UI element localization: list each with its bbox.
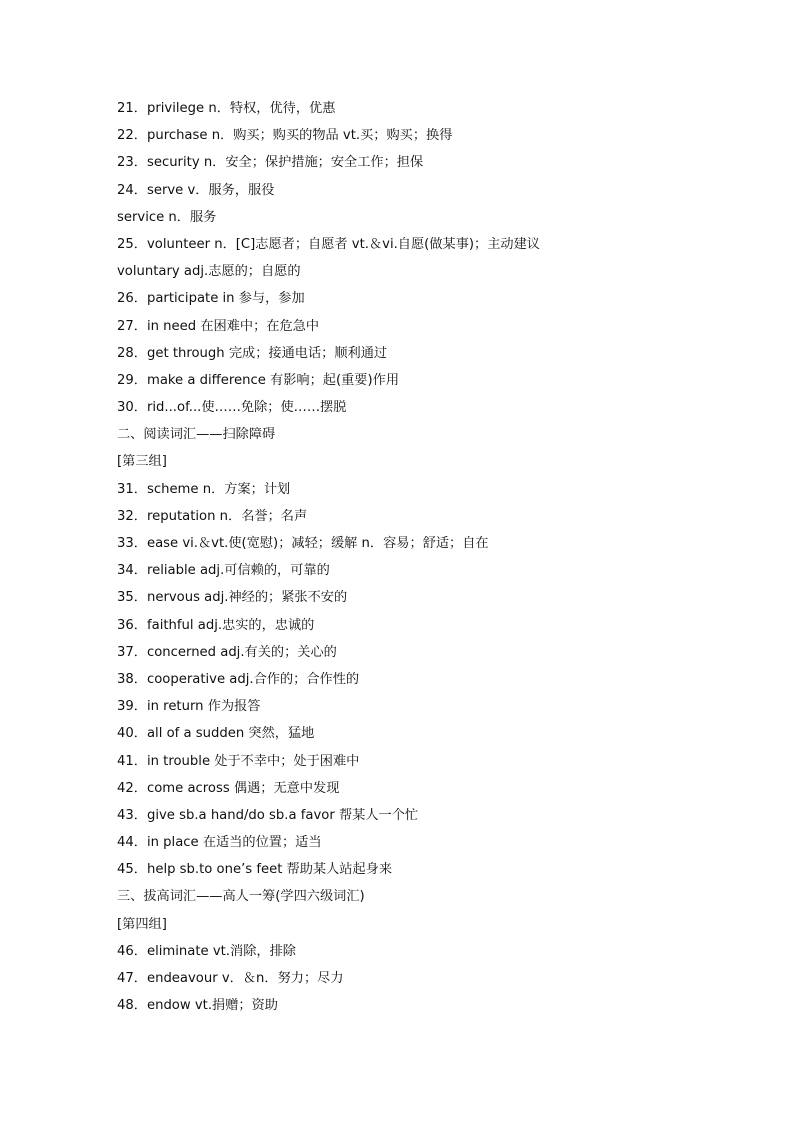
line-text: 21．privilege n．特权，优待，优惠 (117, 101, 336, 116)
line-text: 29．make a difference 有影响；起(重要)作用 (117, 372, 400, 388)
line-text: 22．purchase n．购买；购买的物品 vt.买；购买；换得 (117, 128, 453, 144)
line-text: 46．eliminate vt.消除，排除 (117, 943, 296, 959)
line-text: 35．nervous adj.神经的；紧张不安的 (117, 590, 348, 606)
line-text: 二、阅读词汇——扫除障碍 (117, 427, 276, 443)
list-item (117, 748, 737, 775)
list-item (117, 612, 737, 639)
line-text: 25．volunteer n．[C]志愿者；自愿者 vt.＆vi.自愿(做某事)；主动建议 (117, 236, 540, 252)
list-item (117, 775, 737, 802)
line-text: 24．serve v．服务，服役 (117, 182, 275, 198)
line-text: 27．in need 在困难中；在危急中 (117, 318, 320, 334)
list-item (117, 204, 737, 231)
list-item (117, 802, 737, 829)
section-heading (117, 421, 737, 448)
line-text: 三、拔高词汇——高人一筹(学四六级词汇) (117, 889, 365, 905)
list-item (117, 394, 737, 421)
list-item (117, 557, 737, 584)
list-item (117, 476, 737, 503)
line-text: service n．服务 (117, 209, 217, 225)
list-item (117, 231, 737, 258)
list-item (117, 258, 737, 285)
list-item (117, 856, 737, 883)
line-text: 44．in place 在适当的位置；适当 (117, 835, 322, 851)
line-text: 28．get through 完成；接通电话；顺利通过 (117, 345, 388, 361)
line-text: 31．scheme n．方案；计划 (117, 481, 291, 497)
list-item (117, 367, 737, 394)
line-text: 42．come across 偶遇；无意中发现 (117, 780, 340, 796)
line-text: 40．all of a sudden 突然，猛地 (117, 726, 315, 742)
list-item (117, 666, 737, 693)
list-item (117, 720, 737, 747)
line-text: 43．give sb.a hand/do sb.a favor 帮某人一个忙 (117, 807, 419, 823)
vocabulary-list (117, 95, 737, 1019)
group-label (117, 448, 737, 475)
line-text: 34．reliable adj.可信赖的，可靠的 (117, 563, 330, 579)
line-text: 38．cooperative adj.合作的；合作性的 (117, 671, 360, 687)
line-text: 23．security n．安全；保护措施；安全工作；担保 (117, 155, 424, 171)
line-text: 47．endeavour v．＆n．努力；尽力 (117, 971, 344, 986)
line-text: 30．rid...of...使……免除；使……摆脱 (117, 400, 347, 416)
list-item (117, 693, 737, 720)
list-item (117, 530, 737, 557)
list-item (117, 95, 737, 122)
line-text: 41．in trouble 处于不幸中；处于困难中 (117, 753, 360, 769)
line-text: 45．help sb.to one’s feet 帮助某人站起身来 (117, 862, 393, 878)
list-item (117, 965, 737, 992)
group-label (117, 911, 737, 938)
list-item (117, 340, 737, 367)
list-item (117, 829, 737, 856)
list-item (117, 992, 737, 1019)
line-text: [第四组] (117, 916, 167, 932)
list-item (117, 938, 737, 965)
list-item (117, 503, 737, 530)
list-item (117, 122, 737, 149)
list-item (117, 584, 737, 611)
line-text: voluntary adj.志愿的；自愿的 (117, 264, 301, 280)
list-item (117, 285, 737, 312)
list-item (117, 177, 737, 204)
section-heading (117, 883, 737, 910)
line-text: 39．in return 作为报答 (117, 699, 261, 715)
list-item (117, 313, 737, 340)
line-text: 32．reputation n．名誉；名声 (117, 508, 308, 524)
line-text: 33．ease vi.＆vt.使(宽慰)；减轻；缓解 n．容易；舒适；自在 (117, 536, 489, 551)
line-text: 26．participate in 参与，参加 (117, 291, 305, 307)
line-text: 37．concerned adj.有关的；关心的 (117, 644, 337, 660)
line-text: [第三组] (117, 454, 167, 470)
line-text: 48．endow vt.捐赠；资助 (117, 998, 278, 1014)
list-item (117, 149, 737, 176)
list-item (117, 639, 737, 666)
line-text: 36．faithful adj.忠实的，忠诚的 (117, 617, 315, 633)
